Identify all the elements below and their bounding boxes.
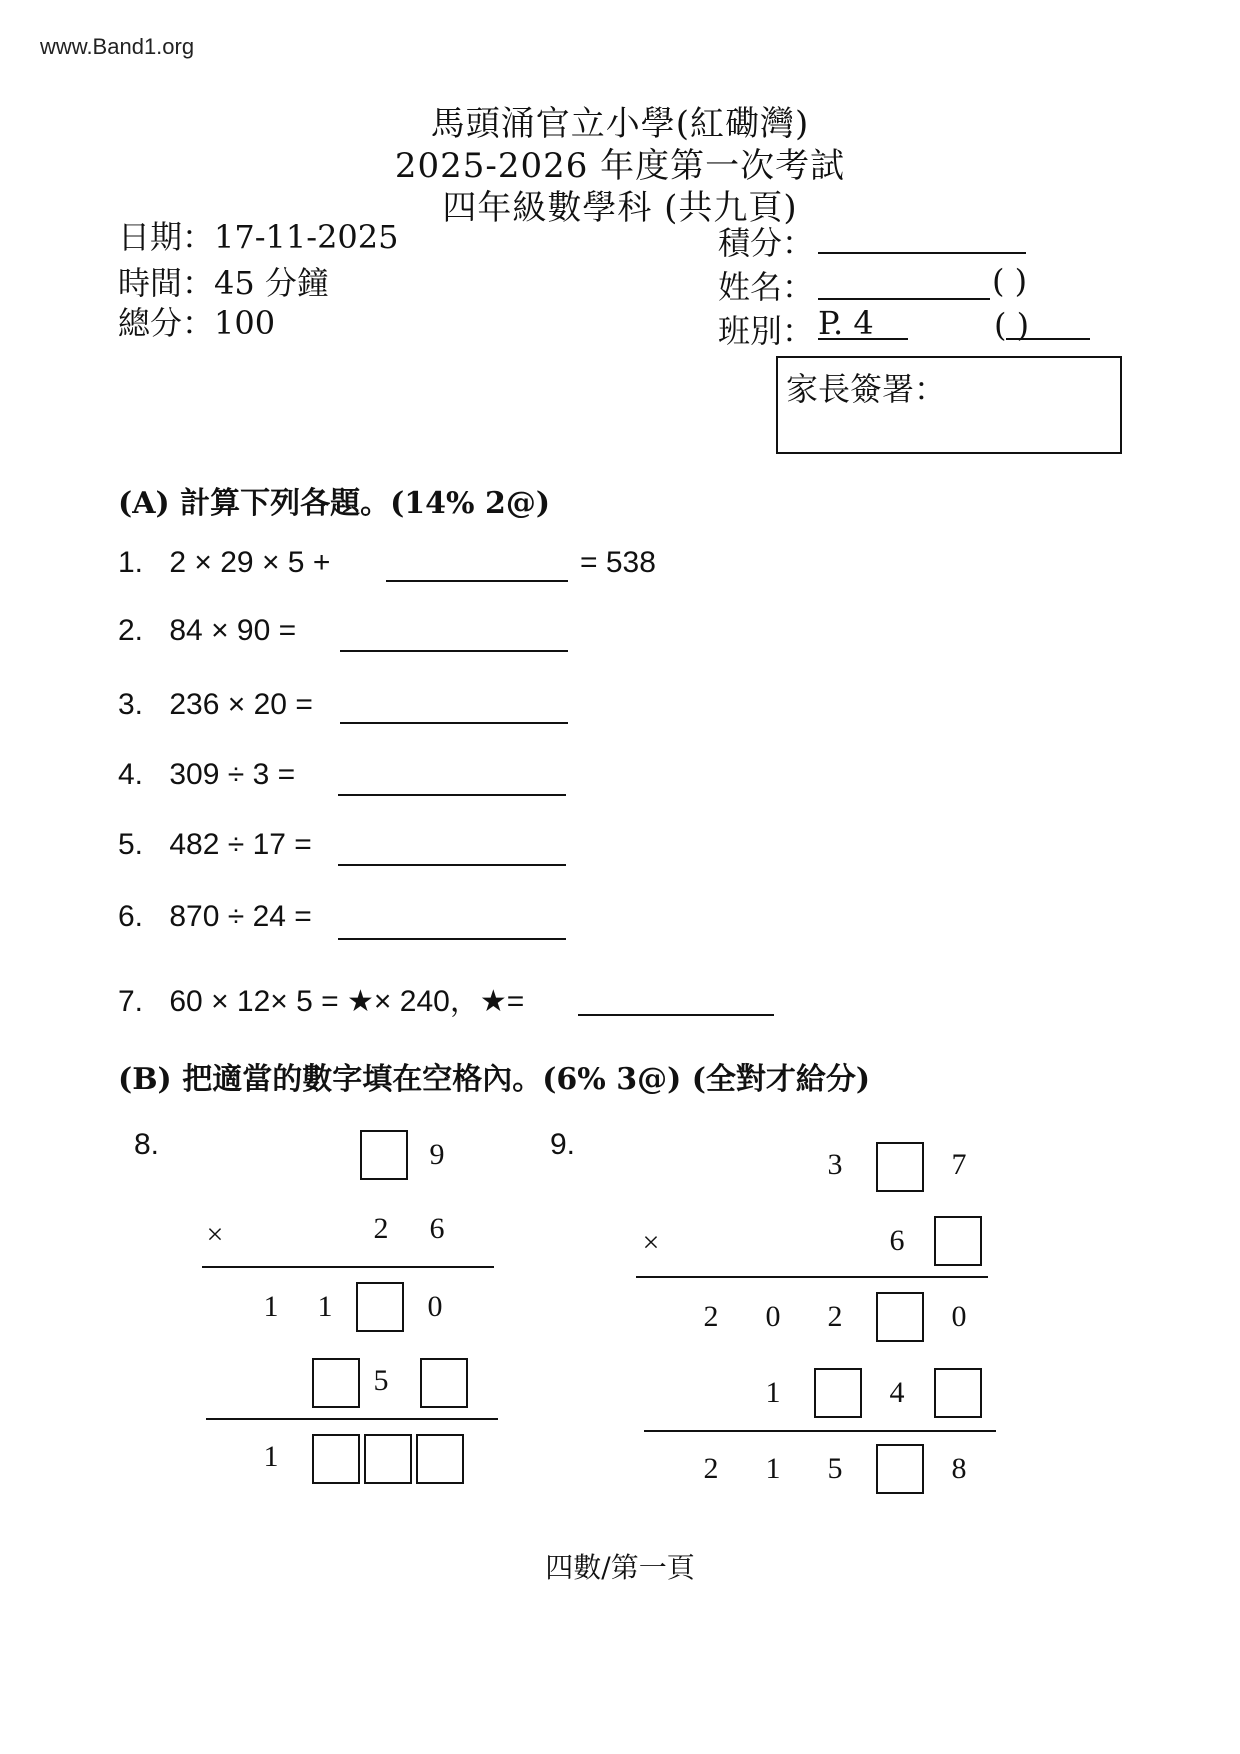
date-label: 日期：17-11-2025 <box>118 218 399 256</box>
answer-blank-1[interactable] <box>386 580 568 582</box>
question-8-number: 8. <box>134 1128 160 1161</box>
q9-digit: 0 <box>951 1300 967 1333</box>
q9-digit: 6 <box>889 1224 905 1257</box>
question-number: 1. <box>118 546 144 579</box>
signature-label: 家長簽署： <box>786 370 947 408</box>
q8-digit: 2 <box>373 1212 389 1245</box>
q8-digit: 1 <box>263 1290 279 1323</box>
question-number: 4. <box>118 758 144 791</box>
question-number: 2. <box>118 614 144 647</box>
question-expression: 309 ÷ 3 = <box>169 758 296 791</box>
name-number-paren: ( ) <box>992 262 1028 300</box>
class-number-paren: ( ) <box>994 306 1030 344</box>
subject-title: 四年級數學科 (共九頁) <box>442 188 798 228</box>
page-footer: 四數/第一頁 <box>545 1551 695 1584</box>
answer-blank-7[interactable] <box>578 1014 774 1016</box>
class-label: 班別： <box>718 312 815 350</box>
q8-times-sign: × <box>206 1218 224 1251</box>
question-5 <box>118 828 312 862</box>
q8-blank-box[interactable] <box>312 1358 360 1408</box>
question-1 <box>118 546 330 580</box>
q9-blank-box[interactable] <box>876 1292 924 1342</box>
question-3 <box>118 688 313 722</box>
q9-times-sign: × <box>642 1226 660 1259</box>
q9-digit: 0 <box>765 1300 781 1333</box>
q8-blank-box[interactable] <box>360 1130 408 1180</box>
question-expression: 60 × 12× 5 = ★× 240，★= <box>169 985 525 1018</box>
time-label: 時間：45 分鐘 <box>118 264 329 302</box>
section-a-title: (A) 計算下列各題。(14% 2@) <box>118 486 551 521</box>
q9-digit: 4 <box>889 1376 905 1409</box>
q9-digit: 3 <box>827 1148 843 1181</box>
question-expression: 482 ÷ 17 = <box>169 828 312 861</box>
q8-blank-box[interactable] <box>312 1434 360 1484</box>
answer-blank-6[interactable] <box>338 938 566 940</box>
q9-blank-box[interactable] <box>876 1444 924 1494</box>
total-label: 總分：100 <box>118 304 276 342</box>
class-value: P. 4 <box>818 304 874 342</box>
q8-blank-box[interactable] <box>416 1434 464 1484</box>
question-1-result: = 538 <box>580 546 656 579</box>
question-4 <box>118 758 295 792</box>
q8-rule-2 <box>206 1418 498 1420</box>
q9-blank-box[interactable] <box>934 1368 982 1418</box>
q9-rule-2 <box>644 1430 996 1432</box>
answer-blank-3[interactable] <box>340 722 568 724</box>
school-name: 馬頭涌官立小學(紅磡灣) <box>430 104 810 144</box>
question-expression: 84 × 90 = <box>169 614 297 647</box>
question-number: 3. <box>118 688 144 721</box>
question-7 <box>118 976 524 1020</box>
class-number-blank[interactable] <box>1006 338 1090 340</box>
question-number: 5. <box>118 828 144 861</box>
q8-digit: 0 <box>427 1290 443 1323</box>
answer-blank-5[interactable] <box>338 864 566 866</box>
score-blank[interactable] <box>818 252 1026 254</box>
q9-digit: 7 <box>951 1148 967 1181</box>
score-label: 積分： <box>718 224 815 262</box>
q8-digit: 1 <box>317 1290 333 1323</box>
question-expression: 2 × 29 × 5 + <box>169 546 331 579</box>
q9-blank-box[interactable] <box>876 1142 924 1192</box>
class-underline <box>818 338 908 340</box>
question-expression: 236 × 20 = <box>169 688 313 721</box>
q9-blank-box[interactable] <box>934 1216 982 1266</box>
question-expression: 870 ÷ 24 = <box>169 900 312 933</box>
q9-digit: 1 <box>765 1376 781 1409</box>
q8-digit: 6 <box>429 1212 445 1245</box>
name-blank[interactable] <box>818 298 990 300</box>
q8-digit: 9 <box>429 1138 445 1171</box>
site-watermark: www.Band1.org <box>40 34 195 59</box>
q9-blank-box[interactable] <box>814 1368 862 1418</box>
question-number: 6. <box>118 900 144 933</box>
question-2 <box>118 614 296 648</box>
q9-digit: 8 <box>951 1452 967 1485</box>
q8-digit: 1 <box>263 1440 279 1473</box>
q8-blank-box[interactable] <box>420 1358 468 1408</box>
question-6 <box>118 900 312 934</box>
question-number: 7. <box>118 985 144 1018</box>
q8-blank-box[interactable] <box>356 1282 404 1332</box>
q9-digit: 2 <box>827 1300 843 1333</box>
q8-rule-1 <box>202 1266 494 1268</box>
answer-blank-2[interactable] <box>340 650 568 652</box>
q9-rule-1 <box>636 1276 988 1278</box>
section-b-title: (B) 把適當的數字填在空格內。(6% 3@) (全對才給分) <box>118 1062 871 1097</box>
q9-digit: 5 <box>827 1452 843 1485</box>
q9-digit: 1 <box>765 1452 781 1485</box>
answer-blank-4[interactable] <box>338 794 566 796</box>
name-label: 姓名： <box>718 268 815 306</box>
q8-digit: 5 <box>373 1364 389 1397</box>
q9-digit: 2 <box>703 1300 719 1333</box>
q9-digit: 2 <box>703 1452 719 1485</box>
parent-signature-box[interactable] <box>776 356 1122 454</box>
q8-blank-box[interactable] <box>364 1434 412 1484</box>
exam-title: 2025-2026 年度第一次考試 <box>394 146 846 186</box>
question-9-number: 9. <box>550 1128 576 1161</box>
